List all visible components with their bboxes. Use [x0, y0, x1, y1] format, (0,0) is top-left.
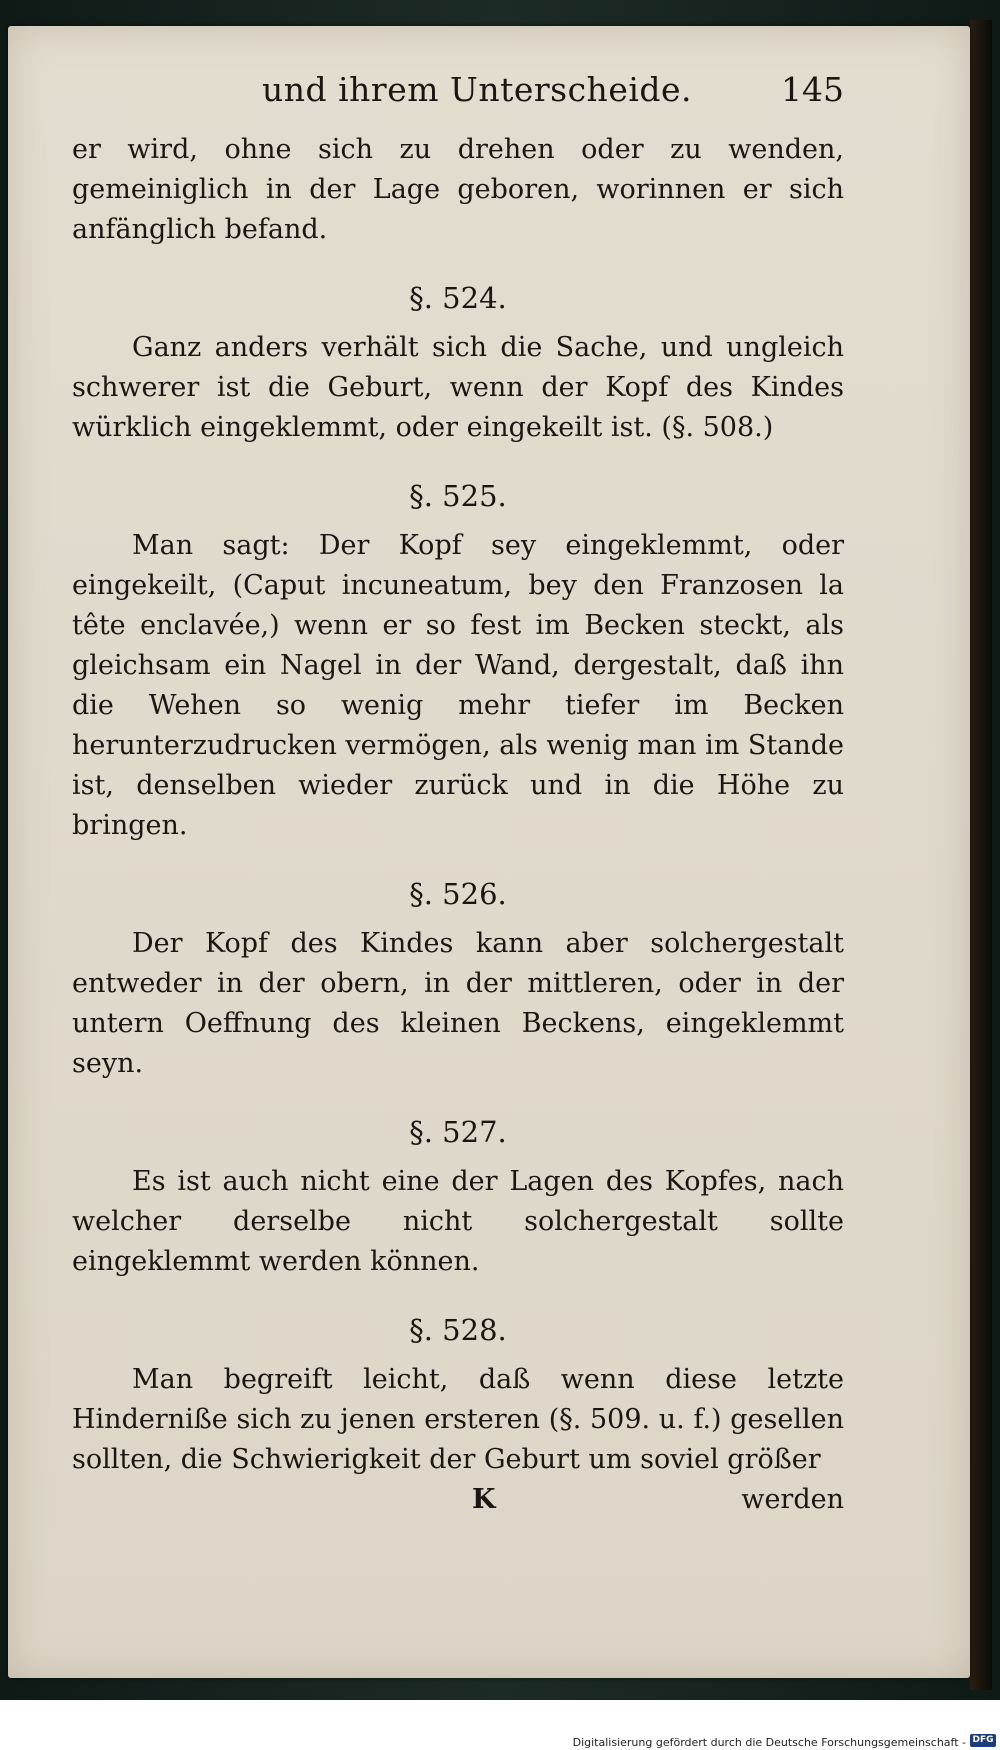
section-number-524: §. 524.: [409, 281, 507, 315]
section-number-527: §. 527.: [409, 1115, 507, 1149]
section-text-526: Der Kopf des Kindes kann aber solchergestalt entweder in der obern, in der mittleren, oder in der untern Oeffnung des kleinen Beckens, eingeklemmt seyn.: [72, 928, 844, 1079]
section-text-524: Ganz anders verhält sich die Sache, und ungleich schwerer ist die Geburt, wenn der Kopf des Kindes würklich eingeklemmt, oder eingekeilt ist. (§. 508.): [72, 332, 844, 443]
signature-mark: K: [472, 1484, 496, 1515]
section-number-526: §. 526.: [409, 877, 507, 911]
running-head: und ihrem Unterscheide.: [262, 70, 693, 109]
page-header: [72, 70, 844, 126]
dfg-logo: DFG: [970, 1734, 996, 1747]
section-text-525: Man sagt: Der Kopf sey eingeklemmt, oder eingekeilt, (Caput incuneatum, bey den Franzosen la tête enclavée,) wenn er so fest im Becken steckt, als gleichsam ein Nagel in der Wand, dergestalt, daß ihn die Wehen so wenig mehr tiefer im Becken herunterzudrucken vermögen, als wenig man im Stande ist, denselben wieder zurück und in die Höhe zu bringen.: [72, 530, 844, 841]
section-number-525: §. 525.: [409, 479, 507, 513]
section-text-527: Es ist auch nicht eine der Lagen des Kopfes, nach welcher derselbe nicht solchergestalt sollte eingeklemmt werden können.: [72, 1166, 844, 1277]
page-footer: [72, 1480, 844, 1520]
catchword: werden: [741, 1484, 844, 1515]
section-number-528: §. 528.: [409, 1313, 507, 1347]
page-content: [72, 70, 844, 1520]
page-number: 145: [781, 70, 844, 109]
book-spine: [970, 20, 992, 1690]
intro-paragraph: er wird, ohne sich zu drehen oder zu wenden, gemeiniglich in der Lage geboren, worinnen er sich anfänglich befand.: [72, 134, 844, 245]
digitization-credit: Digitalisierung gefördert durch die Deutsche Forschungsgemeinschaft -: [572, 1736, 966, 1749]
section-text-528: Man begreift leicht, daß wenn diese letzte Hinderniße sich zu jenen ersteren (§. 509. u. f.) gesellen sollten, die Schwierigkeit der Geburt um soviel größer: [72, 1364, 844, 1475]
